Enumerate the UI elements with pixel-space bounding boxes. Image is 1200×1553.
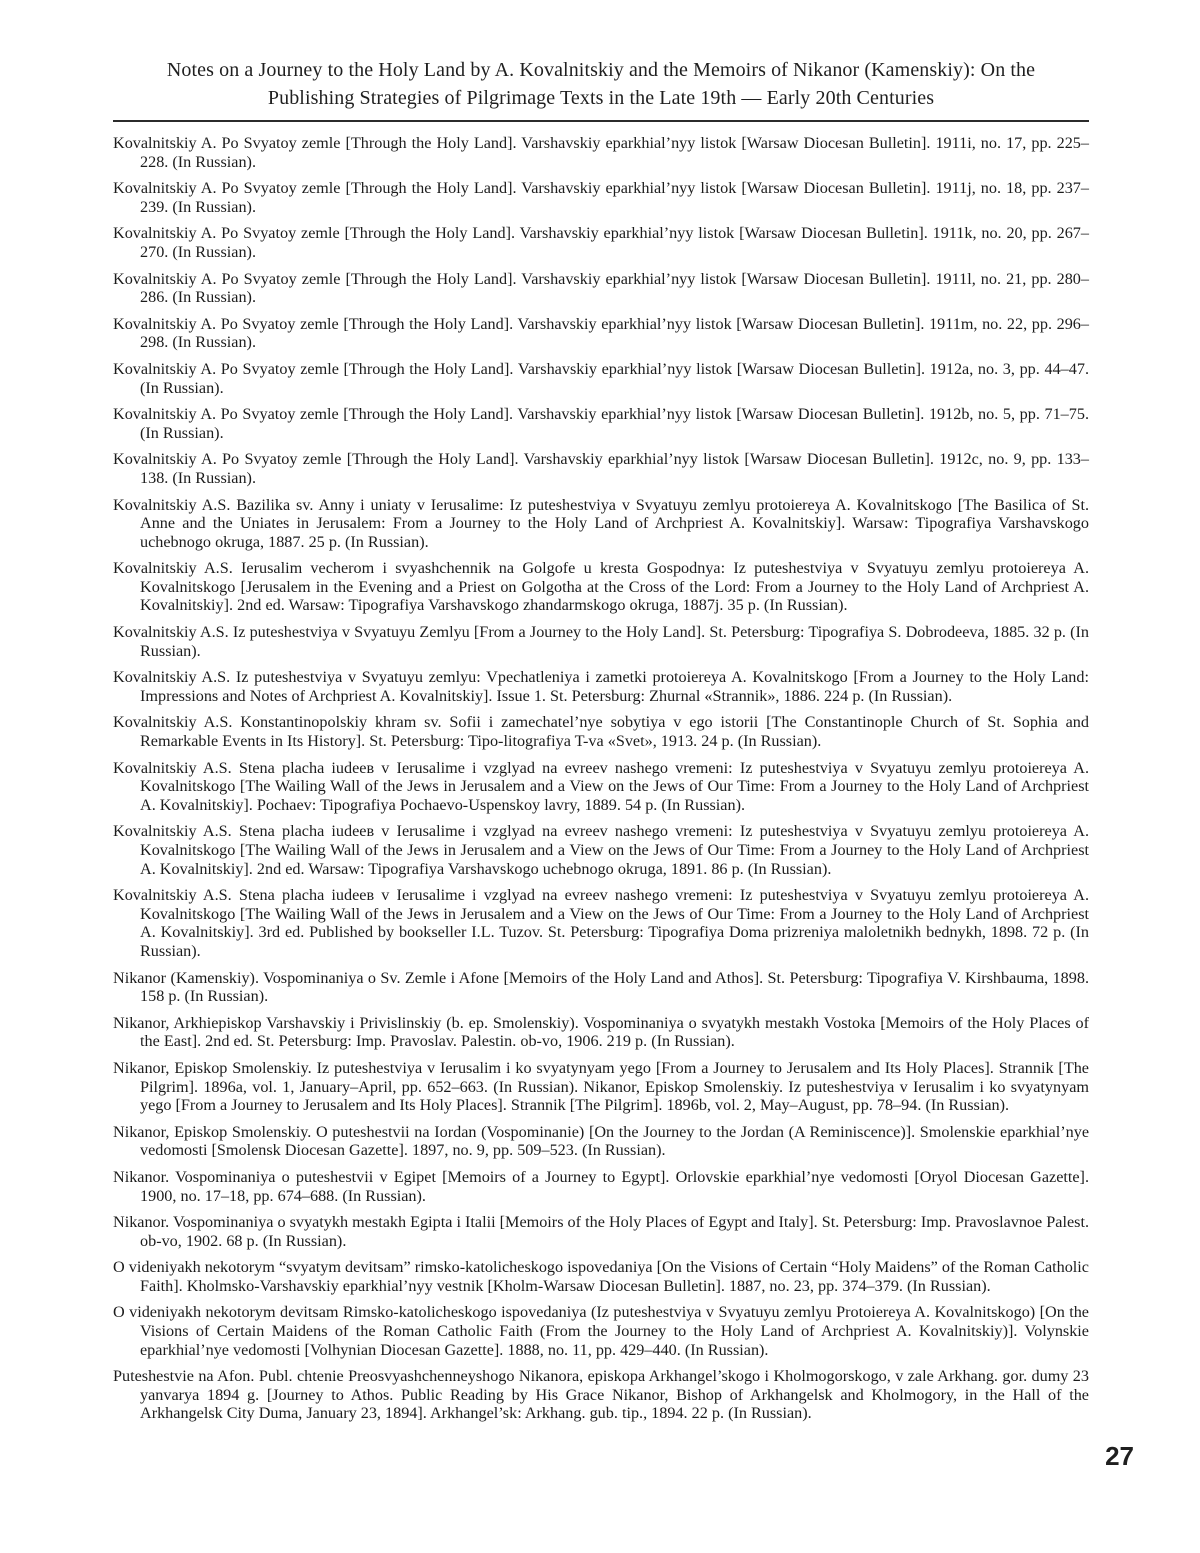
reference-entry: Kovalnitskiy A.S. Iz puteshestviya v Svyatuyu Zemlyu [From a Journey to the Holy Land]. St. Petersburg: Tipografiya S. Dobrodeeva, 1885. 32 p. (In Russian). [113,623,1089,660]
reference-entry: O videniyakh nekotorym devitsam Rimsko-katolicheskogo ispovedaniya (Iz puteshestviya v Svyatuyu zemlyu Protoiereya A. Kovalnitskogo) [On the Visions of Certain Maidens of the Roman Catholic Faith (From the Journey to the Holy Land of Archpriest A. Kovalnitskiy)]. Volynskie eparkhial’nye vedomosti [Volhynian Diocesan Gazette]. 1888, no. 11, pp. 429–440. (In Russian). [113,1303,1089,1359]
page-content [113,0,1089,1431]
reference-entry: Kovalnitskiy A.S. Iz puteshestviya v Svyatuyu zemlyu: Vpechatleniya i zametki protoiereya A. Kovalnitskogo [From a Journey to the Holy Land: Impressions and Notes of Archpriest A. Kovalnitskiy]. Issue 1. St. Petersburg: Zhurnal «Strannik», 1886. 224 p. (In Russian). [113,668,1089,705]
reference-entry: Kovalnitskiy A. Po Svyatoy zemle [Through the Holy Land]. Varshavskiy eparkhial’nyy listok [Warsaw Diocesan Bulletin]. 1911k, no. 20, pp. 267–270. (In Russian). [113,224,1089,261]
reference-entry: Kovalnitskiy A.S. Bazilika sv. Anny i uniaty v Ierusalime: Iz puteshestviya v Svyatuyu zemlyu protoiereya A. Kovalnitskogo [The Basilica of St. Anne and the Uniates in Jerusalem: From a Journey to the Holy Land of Archpriest A. Kovalnitskiy]. Warsaw: Tipografiya Varshavskogo uchebnogo okruga, 1887. 25 p. (In Russian). [113,495,1089,551]
reference-entry: Kovalnitskiy A. Po Svyatoy zemle [Through the Holy Land]. Varshavskiy eparkhial’nyy listok [Warsaw Diocesan Bulletin]. 1911m, no. 22, pp. 296–298. (In Russian). [113,314,1089,352]
reference-entry: Nikanor. Vospominaniya o svyatykh mestakh Egipta i Italii [Memoirs of the Holy Places of Egypt and Italy]. St. Petersburg: Imp. Pravoslavnoe Palest. ob-vo, 1902. 68 p. (In Russian). [113,1213,1089,1250]
reference-entry: Nikanor, Arkhiepiskop Varshavskiy i Privislinskiy (b. ep. Smolenskiy). Vospominaniya o svyatykh mestakh Vostoka [Memoirs of the Holy Places of the East]. 2nd ed. St. Petersburg: Imp. Pravoslav. Palestin. ob-vo, 1906. 219 p. (In Russian). [113,1013,1089,1051]
reference-entry: O videniyakh nekotorym “svyatym devitsam” rimsko-katolicheskogo ispovedaniya [On the Visions of Certain “Holy Maidens” of the Roman Catholic Faith]. Kholmsko-Varshavskiy eparkhial’nyy vestnik [Kholm-Warsaw Diocesan Bulletin]. 1887, no. 23, pp. 374–379. (In Russian). [113,1258,1089,1295]
reference-entry: Kovalnitskiy A.S. Konstantinopolskiy khram sv. Sofii i zamechatel’nye sobytiya v ego istorii [The Constantinople Church of St. Sophia and Remarkable Events in Its History]. St. Petersburg: Tipo-litografiya T-va «Svet», 1913. 24 p. (In Russian). [113,713,1089,751]
reference-entry: Kovalnitskiy A. Po Svyatoy zemle [Through the Holy Land]. Varshavskiy eparkhial’nyy listok [Warsaw Diocesan Bulletin]. 1911j, no. 18, pp. 237–239. (In Russian). [113,179,1089,216]
page-number: 27 [1105,1441,1134,1471]
reference-entry: Kovalnitskiy A.S. Stena placha iudeeв v Ierusalime i vzglyad na evreev nashego vremeni: Iz puteshestviya v Svyatuyu zemlyu protoiereya A. Kovalnitskogo [The Wailing Wall of the Jews in Jerusalem and a View on the Jews of Our Time: From a Journey to the Holy Land of Archpriest A. Kovalnitskiy]. 3rd ed. Published by bookseller I.L. Tuzov. St. Petersburg: Tipografiya Doma prizreniya maloletnikh bednykh, 1898. 72 p. (In Russian). [113,886,1089,960]
paper-title-line-1: Notes on a Journey to the Holy Land by A. Kovalnitskiy and the Memoirs of Nikanor (Kamenskiy): On the [166,59,1036,81]
reference-entry: Nikanor, Episkop Smolenskiy. O puteshestvii na Iordan (Vospominanie) [On the Journey to the Jordan (A Reminiscence)]. Smolenskie eparkhial’nye vedomosti [Smolensk Diocesan Gazette]. 1897, no. 9, pp. 509–523. (In Russian). [113,1122,1089,1160]
reference-entry: Kovalnitskiy A. Po Svyatoy zemle [Through the Holy Land]. Varshavskiy eparkhial’nyy listok [Warsaw Diocesan Bulletin]. 1912c, no. 9, pp. 133–138. (In Russian). [113,450,1089,487]
reference-entry: Kovalnitskiy A.S. Stena placha iudeeв v Ierusalime i vzglyad na evreev nashego vremeni: Iz puteshestviya v Svyatuyu zemlyu protoiereya A. Kovalnitskogo [The Wailing Wall of the Jews in Jerusalem and a View on the Jews of Our Time: From a Journey to the Holy Land of Archpriest A. Kovalnitskiy]. 2nd ed. Warsaw: Tipografiya Varshavskogo uchebnogo okruga, 1891. 86 p. (In Russian). [113,822,1089,878]
reference-entry: Kovalnitskiy A. Po Svyatoy zemle [Through the Holy Land]. Varshavskiy eparkhial’nyy listok [Warsaw Diocesan Bulletin]. 1911i, no. 17, pp. 225–228. (In Russian). [113,134,1089,171]
reference-entry: Puteshestvie na Afon. Publ. chtenie Preosvyashchenneyshogo Nikanora, episkopa Arkhangel’skogo i Kholmogorskogo, v zale Arkhang. gor. dumy 23 yanvarya 1894 g. [Journey to Athos. Public Reading by His Grace Nikanor, Bishop of Arkhangelsk and Kholmogory, in the Hall of the Arkhangelsk City Duma, January 23, 1894]. Arkhangel’sk: Arkhang. gub. tip., 1894. 22 p. (In Russian). [113,1367,1089,1423]
reference-entry: Kovalnitskiy A.S. Stena placha iudeeв v Ierusalime i vzglyad na evreev nashego vremeni: Iz puteshestviya v Svyatuyu zemlyu protoiereya A. Kovalnitskogo [The Wailing Wall of the Jews in Jerusalem and a View on the Jews of Our Time: From a Journey to the Holy Land of Archpriest A. Kovalnitskiy]. Pochaev: Tipografiya Pochaevo-Uspenskoy lavry, 1889. 54 p. (In Russian). [113,758,1089,814]
paper-title-line-2: Publishing Strategies of Pilgrimage Texts in the Late 19th — Early 20th Centuries [267,87,935,109]
reference-entry: Nikanor, Episkop Smolenskiy. Iz puteshestviya v Ierusalim i ko svyatynyam yego [From a Journey to Jerusalem and Its Holy Places]. Strannik [The Pilgrim]. 1896a, vol. 1, January–April, pp. 652–663. (In Russian). Nikanor, Episkop Smolenskiy. Iz puteshestviya v Ierusalim i ko svyatynyam yego [From a Journey to Jerusalem and Its Holy Places]. Strannik [The Pilgrim]. 1896b, vol. 2, May–August, pp. 78–94. (In Russian). [113,1058,1089,1115]
reference-entry: Kovalnitskiy A. Po Svyatoy zemle [Through the Holy Land]. Varshavskiy eparkhial’nyy listok [Warsaw Diocesan Bulletin]. 1912b, no. 5, pp. 71–75. (In Russian). [113,405,1089,442]
reference-entry: Nikanor (Kamenskiy). Vospominaniya o Sv. Zemle i Afone [Memoirs of the Holy Land and Athos]. St. Petersburg: Tipografiya V. Kirshbauma, 1898. 158 p. (In Russian). [113,968,1089,1006]
header-rule [113,120,1089,122]
reference-entry: Kovalnitskiy A. Po Svyatoy zemle [Through the Holy Land]. Varshavskiy eparkhial’nyy listok [Warsaw Diocesan Bulletin]. 1911l, no. 21, pp. 280–286. (In Russian). [113,269,1089,307]
reference-entry: Nikanor. Vospominaniya o puteshestvii v Egipet [Memoirs of a Journey to Egypt]. Orlovskie eparkhial’nye vedomosti [Oryol Diocesan Gazette]. 1900, no. 17–18, pp. 674–688. (In Russian). [113,1167,1089,1205]
reference-entry: Kovalnitskiy A.S. Ierusalim vecherom i svyashchennik na Golgofe u kresta Gospodnya: Iz puteshestviya v Svyatuyu zemlyu protoiereya A. Kovalnitskogo [Jerusalem in the Evening and a Priest on Golgotha at the Cross of the Lord: From a Journey to the Holy Land of Archpriest A. Kovalnitskiy]. 2nd ed. Warsaw: Tipografiya Varshavskogo zhandarmskogo okruga, 1887j. 35 p. (In Russian). [113,559,1089,615]
paper-header [113,0,1089,122]
reference-entry: Kovalnitskiy A. Po Svyatoy zemle [Through the Holy Land]. Varshavskiy eparkhial’nyy listok [Warsaw Diocesan Bulletin]. 1912a, no. 3, pp. 44–47. (In Russian). [113,359,1089,397]
references-list [113,134,1089,1423]
